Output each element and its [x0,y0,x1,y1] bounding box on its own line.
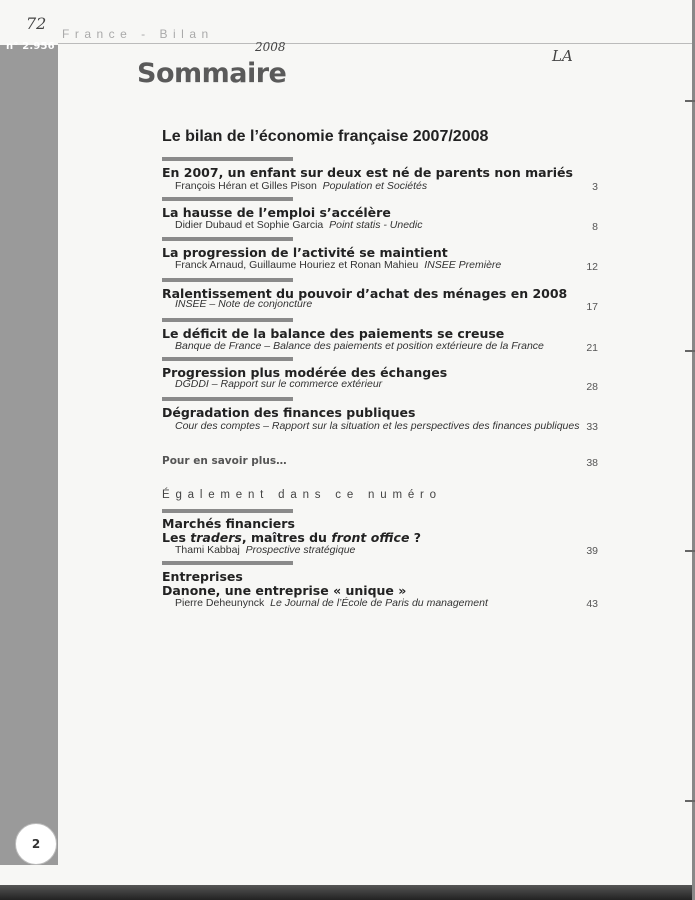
article-authors: Didier Dubaud et Sophie Garcia [175,219,324,231]
article-page: 17 [586,301,598,313]
article-title: Progression plus modérée des échanges [162,365,448,380]
article-divider [162,197,293,201]
article-source [175,259,501,271]
article-divider [162,318,293,322]
article-source [175,340,544,352]
scan-tick [685,800,695,802]
extra-title: Danone, une entreprise « unique » [162,583,407,598]
article-title: Dégradation des finances publiques [162,405,416,420]
handwritten-year: 2008 [255,40,286,54]
also-heading: Également dans ce numéro [162,489,442,501]
article-title: Ralentissement du pouvoir d’achat des ménages en 2008 [162,286,568,301]
article-page: 12 [586,261,598,273]
extra-title: Les traders, maîtres du front office ? [162,530,422,545]
article-publication: Banque de France – Balance des paiements et position extérieure de la France [175,340,544,352]
extra-page: 39 [586,545,598,557]
article-divider [162,357,293,361]
sidebar-band [0,45,58,865]
scan-tick [685,550,695,552]
article-publication: Point statis - Unedic [329,219,423,231]
article-page: 21 [586,342,598,354]
article-source [175,180,427,192]
extra-publication: Le Journal de l’École de Paris du management [270,597,488,609]
article-divider [162,509,293,513]
article-title: En 2007, un enfant sur deux est né de parents non mariés [162,165,573,180]
article-source [175,378,382,390]
page-number-badge: 2 [15,823,57,865]
article-page: 8 [592,221,598,233]
extra-publication: Prospective stratégique [245,544,356,556]
scan-tick [685,350,695,352]
article-divider [162,278,293,282]
article-divider [162,237,293,241]
article-publication: INSEE – Note de conjoncture [175,298,313,310]
scan-edge [0,885,695,900]
brand-header: France - Bilan [62,27,214,41]
extra-source [175,544,355,556]
article-authors: Franck Arnaud, Guillaume Houriez et Ronan Mahieu [175,259,419,271]
extra-authors: Pierre Deheunynck [175,597,265,609]
article-source [175,298,312,310]
article-source [175,219,422,231]
handwritten-initials: LA [552,47,573,65]
article-publication: DGDDI – Rapport sur le commerce extérieur [175,378,383,390]
article-publication: INSEE Première [424,259,502,271]
issue-number: n° 2.956 [6,41,55,52]
more-info-page: 38 [586,457,598,469]
more-info-label: Pour en savoir plus… [162,455,287,467]
article-publication: Population et Sociétés [322,180,428,192]
section-title: Le bilan de l’économie française 2007/2008 [162,128,489,145]
article-publication: Cour des comptes – Rapport sur la situation et les perspectives des finances publiques [175,420,580,432]
extra-category: Marchés financiers [162,516,295,531]
extra-source [175,597,488,609]
article-page: 28 [586,381,598,393]
article-title: La hausse de l’emploi s’accélère [162,205,391,220]
header-rule [58,43,695,44]
article-divider [162,157,293,161]
article-title: Le déficit de la balance des paiements se creuse [162,326,505,341]
article-divider [162,561,293,565]
article-divider [162,397,293,401]
extra-authors: Thami Kabbaj [175,544,240,556]
article-title: La progression de l’activité se maintient [162,245,448,260]
article-page: 33 [586,421,598,433]
article-authors: François Héran et Gilles Pison [175,180,317,192]
page-title: Sommaire [137,58,287,89]
scan-tick [685,100,695,102]
extra-page: 43 [586,598,598,610]
article-page: 3 [592,181,598,193]
extra-category: Entreprises [162,569,243,584]
handwritten-number: 72 [26,14,47,33]
article-source [175,420,579,432]
